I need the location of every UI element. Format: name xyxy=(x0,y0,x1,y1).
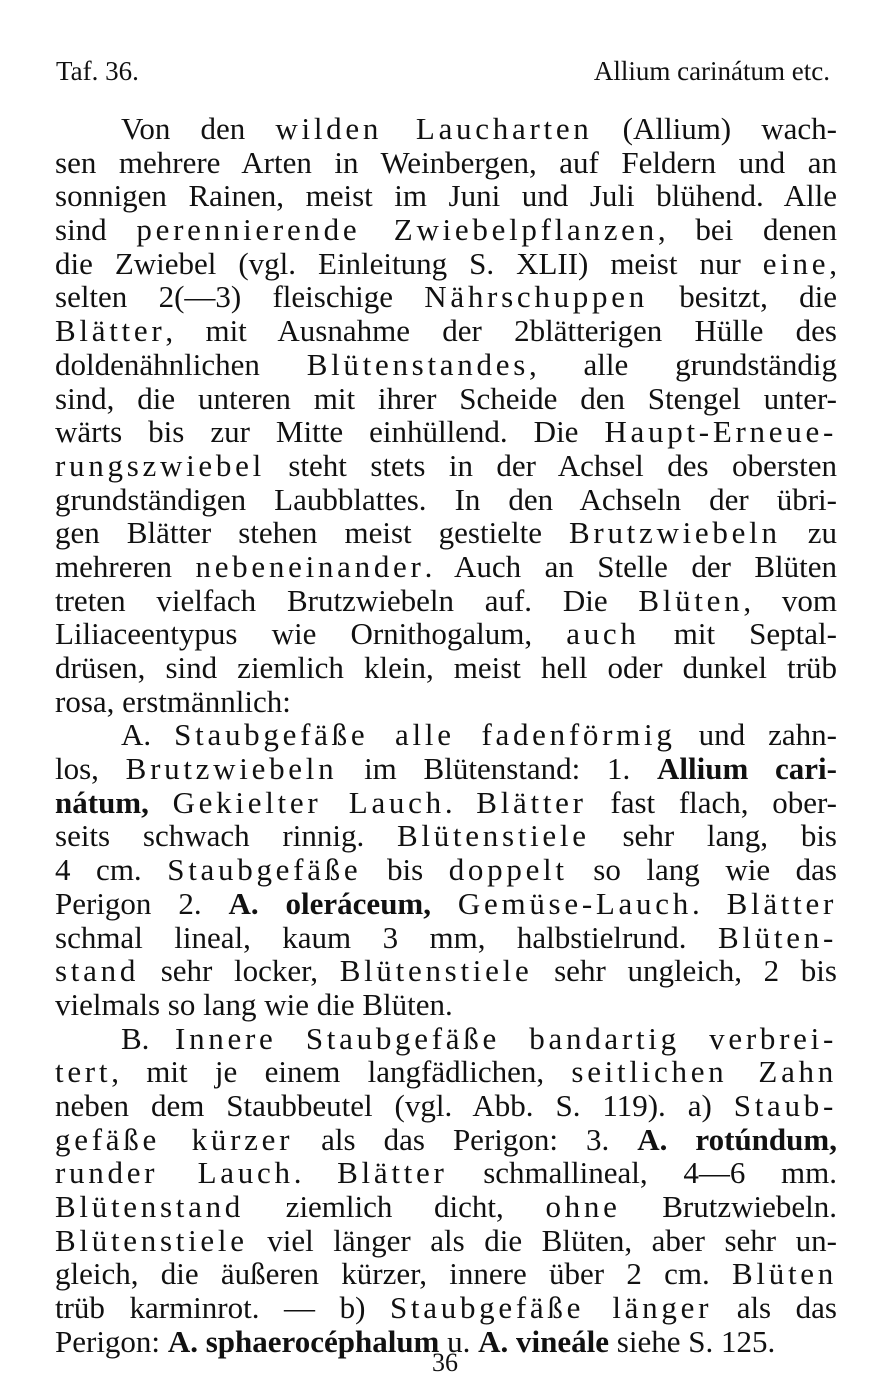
text-run: und zahn- xyxy=(675,717,837,753)
text-line xyxy=(55,1257,837,1291)
text-run: gen Blätter stehen meist gestielte xyxy=(55,515,570,551)
spaced-term: Blüten xyxy=(638,582,744,618)
text-run: fast flach, ober- xyxy=(586,784,838,820)
spaced-term: Blütenstiele xyxy=(339,953,533,989)
species-name: A. sphaerocéphalum xyxy=(167,1323,440,1359)
text-run: . Auch an Stelle der Blüten xyxy=(424,548,837,584)
text-line xyxy=(55,954,837,988)
text-run: sehr ungleich, 2 bis xyxy=(532,953,837,989)
spaced-term: Blütenstiele xyxy=(396,818,590,854)
species-name: A. vineále xyxy=(478,1323,610,1359)
text-run: drüsen, sind ziemlich klein, meist hell oder dunkel trüb xyxy=(55,650,837,685)
spaced-term: auch xyxy=(566,616,640,652)
text-line xyxy=(55,752,837,786)
text-run: . xyxy=(293,1155,338,1191)
text-line xyxy=(55,1291,837,1325)
text-run: vielmals so lang wie die Blüten. xyxy=(55,986,453,1022)
text-run: treten vielfach Brutzwiebeln auf. Die xyxy=(55,582,639,618)
text-run: , alle grundständig xyxy=(528,346,837,382)
running-head: Allium carinátum etc. xyxy=(593,56,830,86)
text-line xyxy=(55,1022,837,1056)
text-run: schmal lineal, kaum 3 mm, halbstielrund. xyxy=(55,919,718,955)
text-run: rosa, erstmännlich: xyxy=(55,683,291,719)
text-line xyxy=(55,786,837,820)
spaced-term: Haupt-Erneue- xyxy=(604,414,837,450)
page-number: 36 xyxy=(432,1348,458,1377)
spaced-term: Staubgefäße xyxy=(167,852,362,888)
text-run: B. xyxy=(121,1020,176,1056)
text-run: Perigon: xyxy=(55,1323,168,1359)
spaced-term: ohne xyxy=(545,1189,621,1224)
text-run: zu xyxy=(780,515,837,551)
text-run: schmallineal, 4—6 mm. xyxy=(447,1155,837,1191)
text-run: A. xyxy=(121,717,175,753)
spaced-term: Brutzwiebeln xyxy=(125,751,338,787)
text-line xyxy=(55,146,837,180)
text-run: mit Septal- xyxy=(639,616,837,652)
text-run: sehr lang, bis xyxy=(589,818,838,854)
text-line xyxy=(55,314,837,348)
spaced-term: Blüten xyxy=(732,1256,837,1292)
text-line xyxy=(55,853,837,887)
text-run: , mit je einem langfädlichen, xyxy=(111,1054,572,1090)
text-line xyxy=(55,550,837,584)
text-line xyxy=(55,415,837,449)
text-run: (Allium) wach- xyxy=(592,111,837,146)
text-run: steht stets in der Achsel des obersten xyxy=(264,447,837,483)
text-run: sen mehrere Arten in Weinbergen, auf Feldern und an xyxy=(55,144,837,180)
spaced-term: Gekielter Lauch xyxy=(172,784,445,820)
text-line xyxy=(55,718,837,752)
spaced-term: perennierende Zwiebelpflanzen xyxy=(136,212,658,248)
text-line xyxy=(55,921,837,955)
spaced-term: Brutzwiebeln xyxy=(569,515,781,551)
text-run: , vom xyxy=(743,582,837,618)
text-line xyxy=(55,651,837,685)
spaced-term: tert xyxy=(55,1054,112,1090)
text-line xyxy=(55,584,837,618)
spaced-term: Blütenstand xyxy=(55,1189,245,1224)
text-line xyxy=(55,247,837,281)
text-run: . xyxy=(691,885,727,921)
text-run: als das Perigon: 3. xyxy=(293,1121,638,1157)
species-name: A. rotúndum, xyxy=(637,1121,837,1157)
text-run: doldenähnlichen xyxy=(55,346,307,382)
spaced-term: Staubgefäße alle fadenförmig xyxy=(174,717,676,753)
text-run xyxy=(149,785,173,820)
text-line xyxy=(55,348,837,382)
text-run: Perigon 2. xyxy=(55,885,229,921)
species-name: nátum, xyxy=(55,784,149,820)
text-run: wärts bis zur Mitte einhüllend. Die xyxy=(55,414,605,450)
text-line xyxy=(55,1190,837,1224)
text-run xyxy=(431,886,458,921)
spaced-term: eine xyxy=(762,245,830,281)
spaced-term: nebeneinander xyxy=(195,548,425,584)
spaced-term: Staub- xyxy=(733,1087,837,1123)
text-run: bis xyxy=(361,852,449,888)
text-run: . xyxy=(444,784,477,820)
text-line xyxy=(55,179,837,213)
spaced-term: Blätter xyxy=(55,313,166,349)
text-run: so lang wie das xyxy=(567,852,837,888)
spaced-term: Blätter xyxy=(337,1155,448,1191)
text-line xyxy=(55,1156,837,1190)
spaced-term: Blütenstandes xyxy=(306,346,529,382)
text-run: Brutzwiebeln. xyxy=(620,1189,837,1224)
spaced-term: doppelt xyxy=(448,852,568,888)
spaced-term: Blütenstiele xyxy=(55,1222,248,1258)
spaced-term: Innere Staubgefäße bandartig verbrei- xyxy=(175,1020,837,1056)
text-run: sonnigen Rainen, meist im Juni und Juli blühend. Alle xyxy=(55,178,837,214)
text-run: grundständigen Laubblattes. In den Achseln der übri- xyxy=(55,481,837,517)
spaced-term: Blätter xyxy=(476,784,587,820)
text-line xyxy=(55,617,837,651)
spaced-term: runder Lauch xyxy=(55,1155,294,1191)
text-line xyxy=(55,112,837,146)
spaced-term: gefäße kürzer xyxy=(55,1121,294,1157)
text-run: trüb karminrot. — b) xyxy=(55,1290,390,1326)
spaced-term: Staubgefäße länger xyxy=(389,1290,713,1326)
text-run: sind, die unteren mit ihrer Scheide den Stengel unter- xyxy=(55,380,837,416)
text-line xyxy=(55,1055,837,1089)
text-line xyxy=(55,483,837,517)
plate-label: Taf. 36. xyxy=(56,56,139,86)
text-run: viel länger als die Blüten, aber sehr un- xyxy=(247,1222,837,1258)
text-run: selten 2(—3) fleischige xyxy=(55,279,425,315)
text-run: , bei denen xyxy=(657,212,838,248)
text-line xyxy=(55,1123,837,1157)
text-run: ziemlich dicht, xyxy=(244,1189,546,1224)
species-name: Allium cari- xyxy=(657,751,837,787)
text-run: 4 cm. xyxy=(55,852,168,888)
spaced-term: Blüten- xyxy=(717,919,837,955)
text-run: besitzt, die xyxy=(647,279,837,315)
text-line xyxy=(55,449,837,483)
species-name: A. oleráceum, xyxy=(228,885,432,921)
text-run: als das xyxy=(712,1290,837,1326)
text-run: , mit Ausnahme der 2blätterigen Hülle des xyxy=(165,313,837,349)
text-run: die Zwiebel (vgl. Einleitung S. XLII) meist nur xyxy=(55,245,763,281)
text-run: neben dem Staubbeutel (vgl. Abb. S. 119). a) xyxy=(55,1087,734,1123)
text-line xyxy=(55,819,837,853)
text-run: Von den xyxy=(121,111,276,146)
spaced-term: Gemüse-Lauch xyxy=(457,885,692,921)
text-run: Liliaceentypus wie Ornithogalum, xyxy=(55,616,567,652)
body-text xyxy=(55,112,837,1358)
text-line xyxy=(55,887,837,921)
text-line xyxy=(55,988,837,1022)
text-run: im Blütenstand: 1. xyxy=(337,751,657,787)
text-run: gleich, die äußeren kürzer, innere über 2 cm. xyxy=(55,1256,733,1292)
text-run: los, xyxy=(55,751,126,787)
text-run: siehe S. 125. xyxy=(609,1323,776,1359)
text-line xyxy=(55,213,837,247)
text-run: mehreren xyxy=(55,548,196,584)
spaced-term: stand xyxy=(55,953,140,989)
text-line xyxy=(55,1224,837,1258)
text-run: sehr locker, xyxy=(139,953,340,989)
spaced-term: Blätter xyxy=(726,885,837,921)
text-run: , xyxy=(829,245,837,281)
text-line xyxy=(55,280,837,314)
text-run: sind xyxy=(55,212,137,248)
spaced-term: Nährschuppen xyxy=(424,279,648,315)
spaced-term: wilden Laucharten xyxy=(275,111,593,146)
text-line xyxy=(55,1089,837,1123)
text-line xyxy=(55,516,837,550)
spaced-term: rungszwiebel xyxy=(55,447,265,483)
text-run: seits schwach rinnig. xyxy=(55,818,397,854)
text-run: u. xyxy=(439,1323,479,1359)
text-line xyxy=(55,382,837,416)
spaced-term: seitlichen Zahn xyxy=(571,1054,838,1090)
text-line xyxy=(55,685,837,719)
